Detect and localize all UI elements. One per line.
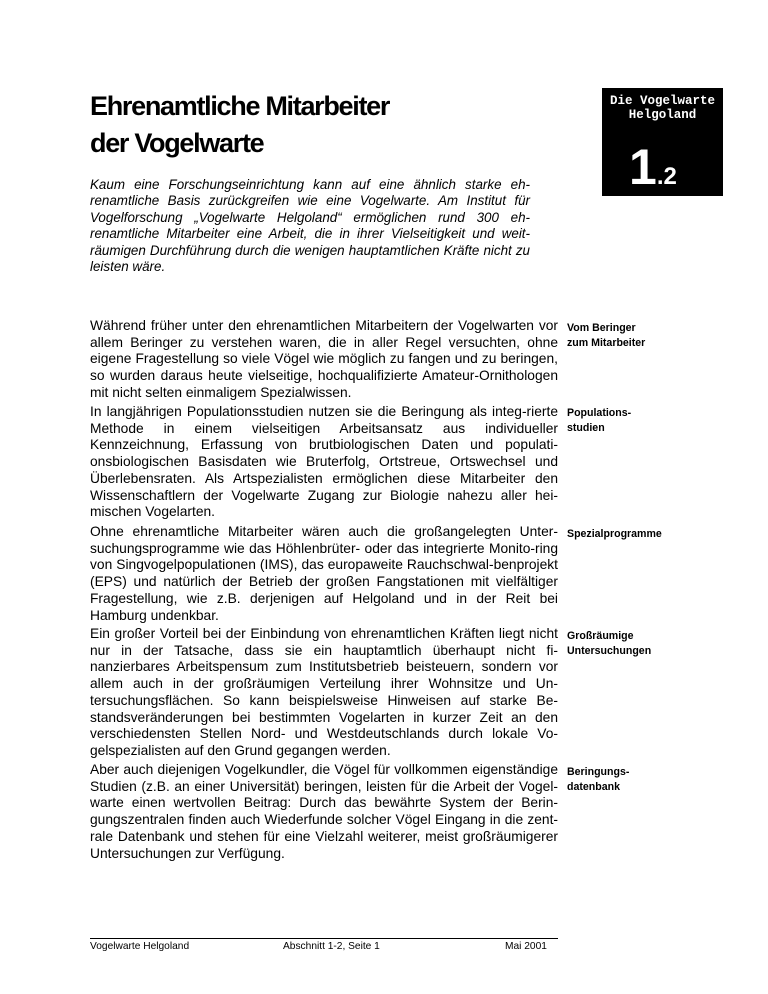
side-heading-line: Vom Beringer xyxy=(567,322,636,334)
side-heading-line: Beringungs- xyxy=(567,766,630,778)
section-text: Aber auch diejenigen Vogelkundler, die Vögel für vollkommen eigenständige Studien (z.B. an einer Universität) beringen, leisten für die Arbeit der Vogel-warte einen wertvollen Beitrag: Durch das bewährte System der Berin-gungszentralen finden auch Wiederfunde solcher Vögel Eingang in die zent-rale Datenbank und stehen für eine Vielzahl weiterer, meist großräumigerer Untersuchungen zur Verfügung. xyxy=(90,762,558,861)
badge-label xyxy=(602,94,723,122)
side-heading-line: Spezialprogramme xyxy=(567,528,662,540)
badge-number-major: 1 xyxy=(629,139,657,195)
section-beringer xyxy=(90,318,558,402)
side-heading-grossraeumige-untersuchungen xyxy=(567,629,717,659)
side-heading-line: Untersuchungen xyxy=(567,645,652,657)
footer-publisher: Vogelwarte Helgoland xyxy=(90,941,190,952)
side-heading-beringer xyxy=(567,321,717,351)
side-heading-line: Großräumige xyxy=(567,630,634,642)
section-text: In langjährigen Populationsstudien nutzen sie die Beringung als integ-rierte Methode in einem vielseitigen Arbeitsansatz aus individueller Kennzeichnung, Erfassung von brutbiologischen Daten und populati-onsbiologischen Basisdaten wie Bruterfolg, Ortstreue, Ortswechsel und Überlebensraten. Als Artspezialisten ermöglichen diese Mitarbeiter den Wissenschaftlern der Vogelwarte Zugang zur Biologie nahezu aller hei-mischen Vogelarten. xyxy=(90,404,558,520)
title-line-1: Ehrenamtliche Mitarbeiter xyxy=(90,91,390,121)
page-title xyxy=(90,88,530,162)
footer-divider xyxy=(90,938,558,939)
section-text: Ohne ehrenamtliche Mitarbeiter wären auch die großangelegten Unter-suchungsprogramme wie das Höhlenbrüter- oder das integrierte Monito-ring von Singvogelpopulationen (IMS), das europaweite Rauchschwal-benprojekt (EPS) und natürlich der Betrieb der großen Fangstationen mit vielfältiger Fragestellung, wie z.B. derjenigen auf Helgoland und in der Reit bei Hamburg undenkbar. xyxy=(90,524,558,623)
side-heading-populationsstudien xyxy=(567,406,717,436)
side-heading-line: zum Mitarbeiter xyxy=(567,337,646,349)
section-spezialprogramme xyxy=(90,524,558,624)
section-beringungsdatenbank xyxy=(90,762,558,862)
badge-label-line-2: Helgoland xyxy=(628,108,697,122)
side-heading-spezialprogramme xyxy=(567,527,717,542)
section-badge xyxy=(602,88,723,196)
section-grossraeumige-untersuchungen xyxy=(90,626,558,760)
badge-label-line-1: Die Vogelwarte xyxy=(609,94,716,108)
side-heading-line: studien xyxy=(567,422,605,434)
section-populationsstudien xyxy=(90,404,558,521)
section-text: Während früher unter den ehrenamtlichen Mitarbeitern der Vogelwarten vor allem Beringer zu verstehen waren, die in aller Regel versuchten, ohne eigene Fragestellung so viele Vögel wie möglich zu fangen und zu beringen, so wurden daraus heute vielseitige, hochqualifizierte Amateur-Ornithologen mit nicht selten einmaligem Spezialwissen. xyxy=(90,318,558,400)
intro-paragraph: Kaum eine Forschungseinrichtung kann auf eine ähnlich starke eh-renamtliche Basis zurückgreifen wie eine Vogelwarte. Am Institut für Vogelforschung „Vogelwarte Helgoland“ ermöglichen rund 300 eh-renamtliche Mitarbeiter eine Arbeit, die in ihrer Vielseitigkeit und weit-räumigen Durchführung durch die wenigen hauptamtlichen Kräfte nicht zu leisten wäre. xyxy=(90,177,530,275)
footer-date: Mai 2001 xyxy=(505,941,547,952)
side-heading-beringungsdatenbank xyxy=(567,765,717,795)
side-heading-line: datenbank xyxy=(567,781,620,793)
side-heading-line: Populations- xyxy=(567,407,632,419)
badge-number-minor: .2 xyxy=(656,163,677,190)
section-text: Ein großer Vorteil bei der Einbindung von ehrenamtlichen Kräften liegt nicht nur in der Tatsache, dass sie ein hauptamtlich überhaupt nicht fi-nanzierbares Arbeitspensum zum Institutsbetrieb beisteuern, sondern vor allem auch in der großräumigen Verteilung ihrer Wohnsitze und Un-tersuchungsflächen. So kann beispielsweise Hinweisen auf starke Be-standsveränderungen bei bestimmten Vogelarten in kurzer Zeit an den verschiedensten Stellen Nord- und Westdeutschlands durch lokale Vo-gelspezialisten auf den Grund gegangen werden. xyxy=(90,626,558,758)
badge-section-number xyxy=(629,139,677,195)
title-line-2: der Vogelwarte xyxy=(90,128,264,158)
footer-section-page: Abschnitt 1-2, Seite 1 xyxy=(283,941,380,952)
